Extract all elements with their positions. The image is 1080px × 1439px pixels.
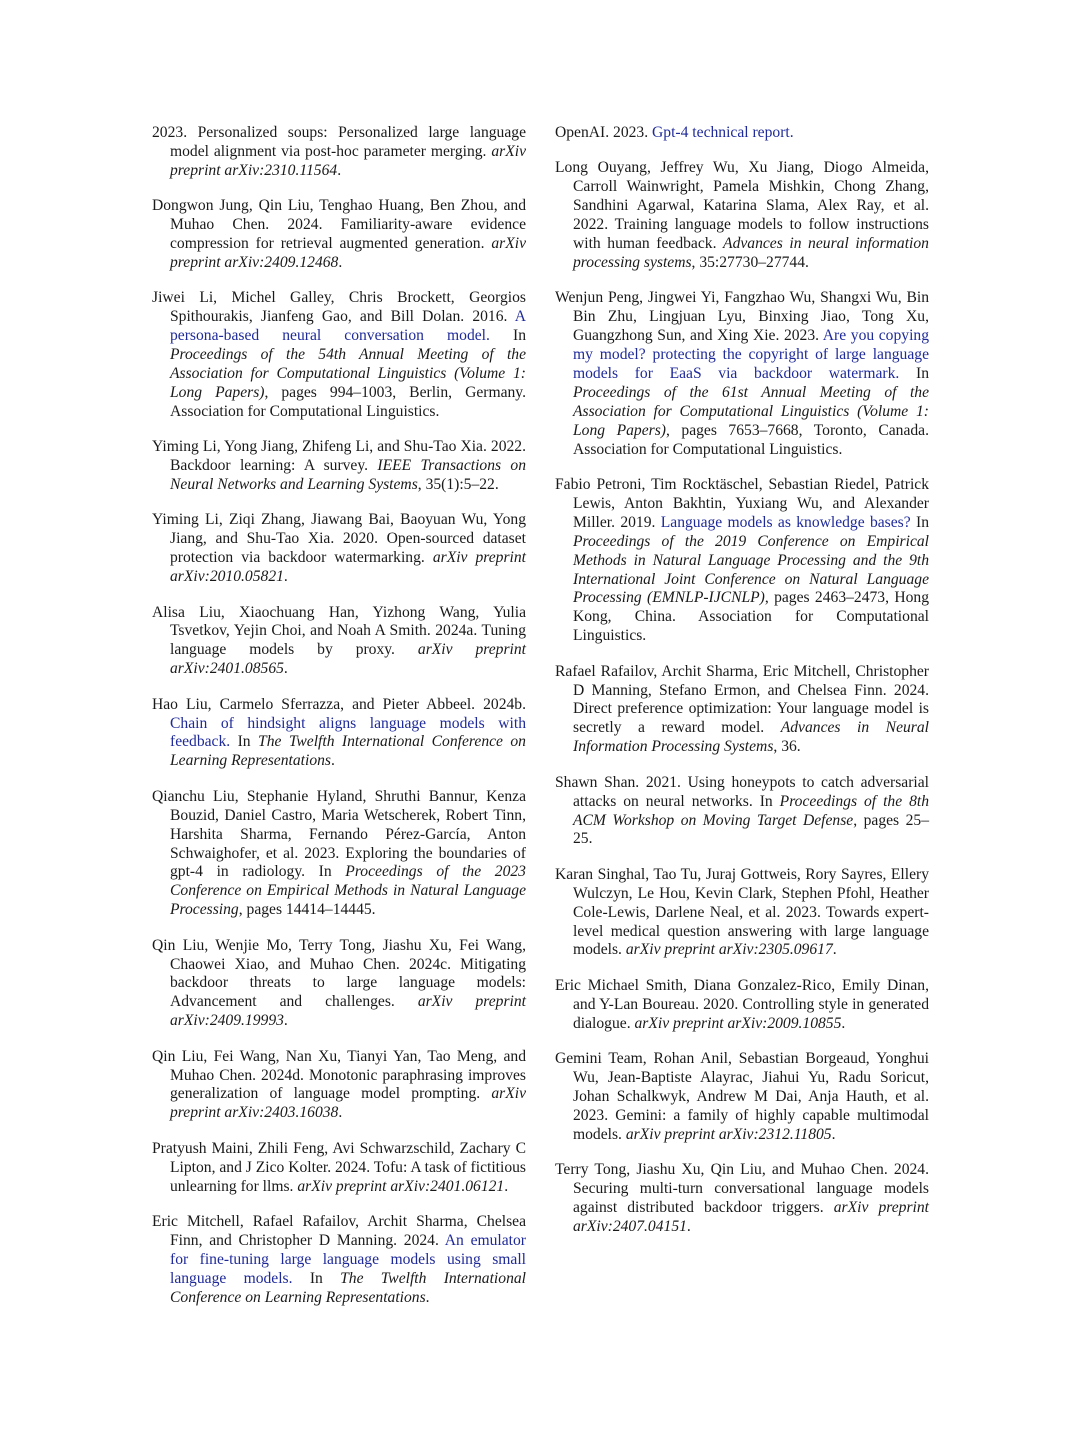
- reference-text: Hao Liu, Carmelo Sferrazza, and Pieter Abbeel. 2024b.: [152, 695, 526, 713]
- reference-entry: [555, 977, 929, 1034]
- reference-details: , pages 25–25.: [573, 811, 929, 848]
- reference-text: Qianchu Liu, Stephanie Hyland, Shruthi Bannur, Kenza Bouzid, Daniel Castro, Maria Wetscherek, Robert Tinn, Harshita Sharma, Fernando Pérez-García, Anton Schwaighofer, et al. 2023. Exploring the boundaries of gpt-4 in radiology. In: [152, 787, 526, 881]
- reference-entry: [555, 1050, 929, 1145]
- reference-entry: [152, 696, 526, 772]
- reference-details: .: [841, 1014, 846, 1032]
- reference-link[interactable]: Are you copying my model? protecting the copyright of large language models for EaaS via backdoor watermark.: [573, 327, 929, 382]
- reference-text: Fabio Petroni, Tim Rocktäschel, Sebastian Riedel, Patrick Lewis, Anton Bakhtin, Yuxiang Wu, and Alexander Miller. 2019.: [555, 476, 929, 531]
- reference-venue: Proceedings of the 54th Annual Meeting of the Association for Computational Linguistics (Volume 1: Long Papers): [170, 346, 526, 401]
- reference-details: .: [283, 568, 288, 586]
- reference-entry: [555, 1161, 929, 1237]
- reference-entry: [555, 289, 929, 459]
- reference-text: Dongwon Jung, Qin Liu, Tenghao Huang, Ben Zhou, and Muhao Chen. 2024. Familiarity-aware evidence compression for retrieval augmented generation.: [152, 197, 526, 253]
- reference-details: .: [504, 1177, 509, 1195]
- reference-details: , 36.: [773, 738, 801, 756]
- reference-link[interactable]: An emulator for fine-tuning large language models using small language models.: [170, 1231, 527, 1287]
- reference-entry: [555, 866, 929, 961]
- reference-venue: Proceedings of the 8th ACM Workshop on Moving Target Defense: [573, 792, 929, 829]
- reference-entry: [152, 604, 526, 680]
- reference-text: Shawn Shan. 2021. Using honeypots to catch adversarial attacks on neural networks. In: [555, 773, 929, 810]
- reference-details: , pages 14414–14445.: [238, 901, 376, 919]
- reference-venue: Proceedings of the 2019 Conference on Empirical Methods in Natural Language Processing and the 9th International Joint Conference on Natural Language Processing (EMNLP-IJCNLP): [573, 532, 929, 607]
- right-column: [555, 124, 929, 1253]
- reference-link[interactable]: Gpt-4 technical report.: [652, 124, 794, 141]
- reference-venue: IEEE Transactions on Neural Networks and Learning Systems: [170, 457, 527, 493]
- reference-entry: [152, 1213, 526, 1308]
- reference-text: OpenAI. 2023.: [555, 124, 649, 141]
- reference-details: .: [338, 253, 343, 271]
- reference-entry: [152, 124, 526, 181]
- reference-details: , pages 7653–7668, Toronto, Canada. Association for Computational Linguistics.: [573, 421, 929, 458]
- reference-venue: arXiv preprint arXiv:2409.19993: [170, 993, 526, 1030]
- reference-entry: [152, 197, 526, 273]
- reference-venue: Proceedings of the 61st Annual Meeting of the Association for Computational Linguistics (Volume 1: Long Papers): [573, 383, 929, 439]
- reference-details: , pages 994–1003, Berlin, Germany. Association for Computational Linguistics.: [170, 383, 526, 420]
- reference-entry: [152, 289, 526, 421]
- reference-entry: [152, 1048, 526, 1124]
- reference-text: Qin Liu, Wenjie Mo, Terry Tong, Jiashu Xu, Fei Wang, Chaowei Xiao, and Muhao Chen. 2024c. Mitigating backdoor threats to large language models: Advancement and challenges.: [152, 936, 526, 1011]
- reference-details: .: [831, 1125, 836, 1143]
- reference-venue: The Twelfth International Conference on Learning Representations: [170, 1269, 526, 1306]
- reference-details: .: [283, 660, 288, 678]
- reference-link[interactable]: Chain of hindsight aligns language models with feedback.: [170, 714, 526, 751]
- reference-entry: [152, 937, 526, 1032]
- reference-venue: The Twelfth International Conference on Learning Representations: [170, 733, 526, 770]
- reference-details: , pages 2463–2473, Hong Kong, China. Association for Computational Linguistics.: [573, 589, 929, 645]
- reference-venue: arXiv preprint arXiv:2310.11564: [170, 142, 526, 179]
- reference-link[interactable]: A persona-based neural conversation model.: [170, 308, 526, 345]
- reference-venue: arXiv preprint arXiv:2407.04151: [573, 1198, 929, 1235]
- reference-entry: [555, 774, 929, 850]
- reference-entry: [152, 788, 526, 920]
- left-column: [152, 124, 526, 1324]
- reference-venue: Proceedings of the 2023 Conference on Empirical Methods in Natural Language Processing: [170, 863, 526, 919]
- reference-text: 2023. Personalized soups: Personalized large language model alignment via post-hoc parameter merging.: [152, 124, 526, 160]
- reference-details: .: [425, 1288, 430, 1306]
- reference-venue: arXiv preprint arXiv:2401.06121: [297, 1177, 505, 1195]
- reference-text: Eric Michael Smith, Diana Gonzalez-Rico, Emily Dinan, and Y-Lan Boureau. 2020. Controlling style in generated dialogue.: [555, 976, 929, 1032]
- reference-text: Rafael Rafailov, Archit Sharma, Eric Mitchell, Christopher D Manning, Stefano Ermon, and Chelsea Finn. 2024. Direct preference optimization: Your language model is secretly a reward model.: [555, 662, 929, 737]
- reference-entry: [555, 663, 929, 758]
- reference-text: Qin Liu, Fei Wang, Nan Xu, Tianyi Yan, Tao Meng, and Muhao Chen. 2024d. Monotonic paraphrasing improves generalization of language model prompting.: [152, 1047, 526, 1103]
- reference-venue: arXiv preprint arXiv:2403.16038: [170, 1085, 526, 1122]
- reference-entry: [152, 1140, 526, 1197]
- reference-venue: Advances in Neural Information Processing Systems: [573, 719, 930, 756]
- reference-text: Yiming Li, Yong Jiang, Zhifeng Li, and Shu-Tao Xia. 2022. Backdoor learning: A survey.: [152, 438, 526, 475]
- reference-text: Jiwei Li, Michel Galley, Chris Brockett, Georgios Spithourakis, Jianfeng Gao, and Bill Dolan. 2016.: [152, 289, 526, 326]
- reference-details: .: [832, 941, 837, 959]
- reference-details: , 35(1):5–22.: [417, 476, 499, 493]
- reference-in-text: In: [513, 327, 526, 345]
- reference-entry: [152, 438, 526, 495]
- reference-in-text: In: [237, 733, 251, 751]
- reference-entry: [555, 476, 929, 646]
- reference-details: .: [330, 752, 335, 770]
- reference-in-text: In: [916, 513, 929, 531]
- reference-entry: [152, 511, 526, 587]
- reference-venue: arXiv preprint arXiv:2409.12468: [170, 235, 526, 271]
- reference-entry: [555, 159, 929, 272]
- reference-venue: arXiv preprint arXiv:2009.10855: [634, 1014, 842, 1032]
- reference-text: Eric Mitchell, Rafael Rafailov, Archit Sharma, Chelsea Finn, and Christopher D Manning. 2024.: [152, 1213, 526, 1249]
- reference-text: Alisa Liu, Xiaochuang Han, Yizhong Wang, Yulia Tsvetkov, Yejin Choi, and Noah A Smith. 2024a. Tuning language models by proxy.: [152, 603, 526, 659]
- reference-entry: [555, 124, 929, 143]
- reference-details: , 35:27730–27744.: [691, 253, 809, 271]
- reference-text: Long Ouyang, Jeffrey Wu, Xu Jiang, Diogo Almeida, Carroll Wainwright, Pamela Mishkin, Chong Zhang, Sandhini Agarwal, Katarina Slama, Alex Ray, et al. 2022. Training language models to follow instructions with human feedback.: [555, 159, 929, 253]
- reference-text: Pratyush Maini, Zhili Feng, Avi Schwarzschild, Zachary C Lipton, and J Zico Kolter. 2024. Tofu: A task of fictitious unlearning for llms.: [152, 1139, 526, 1195]
- reference-link[interactable]: Language models as knowledge bases?: [660, 513, 911, 531]
- reference-details: .: [686, 1217, 691, 1235]
- reference-venue: arXiv preprint arXiv:2010.05821: [170, 549, 527, 586]
- reference-venue: arXiv preprint arXiv:2312.11805: [625, 1125, 832, 1143]
- reference-details: .: [337, 161, 342, 179]
- reference-text: Karan Singhal, Tao Tu, Juraj Gottweis, Rory Sayres, Ellery Wulczyn, Le Hou, Kevin Clark, Stephen Pfohl, Heather Cole-Lewis, Darlene Neal, et al. 2023. Towards expert-level medical question answering with large language models.: [555, 865, 929, 959]
- reference-venue: Advances in neural information processing systems: [573, 235, 929, 271]
- reference-venue: arXiv preprint arXiv:2401.08565: [170, 641, 527, 678]
- reference-text: Gemini Team, Rohan Anil, Sebastian Borgeaud, Yonghui Wu, Jean-Baptiste Alayrac, Jiahui Yu, Radu Soricut, Johan Schalkwyk, Andrew M Dai, Anja Hauth, et al. 2023. Gemini: a family of highly capable multimodal models.: [555, 1050, 929, 1143]
- reference-details: .: [283, 1012, 288, 1030]
- reference-text: Yiming Li, Ziqi Zhang, Jiawang Bai, Baoyuan Wu, Yong Jiang, and Shu-Tao Xia. 2020. Open-sourced dataset protection via backdoor watermarking.: [152, 511, 526, 567]
- reference-text: Terry Tong, Jiashu Xu, Qin Liu, and Muhao Chen. 2024. Securing multi-turn conversational language models against distributed backdoor triggers.: [555, 1161, 929, 1216]
- reference-in-text: In: [309, 1269, 323, 1287]
- reference-details: .: [338, 1104, 343, 1122]
- reference-in-text: In: [916, 364, 929, 382]
- reference-text: Wenjun Peng, Jingwei Yi, Fangzhao Wu, Shangxi Wu, Bin Bin Zhu, Lingjuan Lyu, Binxing Jiao, Tong Xu, Guangzhong Sun, and Xing Xie. 2023.: [555, 289, 929, 345]
- reference-venue: arXiv preprint arXiv:2305.09617: [625, 941, 833, 959]
